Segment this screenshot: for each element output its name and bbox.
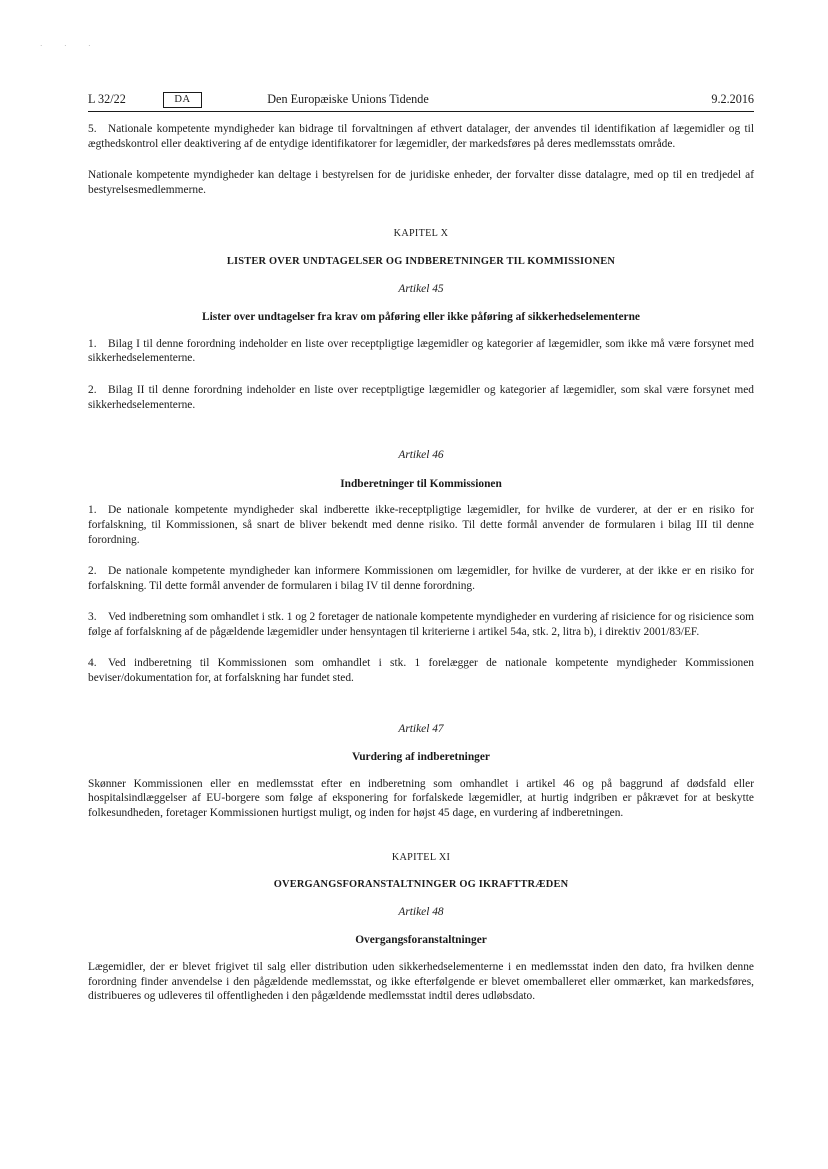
paragraph-text: De nationale kompetente myndigheder skal indberette ikke-receptpligtige lægemidler, for hvilke de vurderer, at der er en risiko for forfalskning, til Kommissionen, så snart de bliver bekendt med denne risiko. Til dette formål anvender de formularen i bilag III til denne forordning. — [88, 504, 754, 546]
paragraph-text: De nationale kompetente myndigheder kan informere Kommissionen om lægemidler, for hvilke de vurderer, at der ikke er en risiko for forfalskning. Til dette formål anvender de formularen i bilag IV til denne forordning. — [88, 565, 754, 592]
paragraph-number: 3. — [88, 611, 97, 624]
article-48-paragraph: Lægemidler, der er blevet frigivet til salg eller distribution uden sikkerhedselementerne i en medlemsstat inden den dato, fra hvilken denne forordning finder anvendelse i den pågældende medlemsstat, og ikke efterfølgende er blevet omemballeret eller ommærket, kan markedsføres, distribueres og udleveres til offentligheden i den pågældende medlemsstat indtil deres udløbsdato. — [88, 961, 754, 1003]
article-46-paragraph-2 — [88, 564, 754, 593]
article-45-paragraph-1 — [88, 337, 754, 366]
chapter-title: LISTER OVER UNDTAGELSER OG INDBERETNINGER TIL KOMMISSIONEN — [226, 255, 616, 267]
paragraph-number: 5. — [88, 123, 97, 135]
chapter-title: OVERGANGSFORANSTALTNINGER OG IKRAFTTRÆDEN — [273, 879, 569, 891]
article-title: Indberetninger til Kommissionen — [340, 477, 502, 490]
article-47-paragraph: Skønner Kommissionen eller en medlemsstat efter en indberetning som omhandlet i artikel 46 og på baggrund af dødsfald eller hospitalsindlæggelser af EU-borgere som følge af eksponering for forfalskede lægemidler, at hurtig indgriben er påkrævet for at beskytte folkesundheden, foretager Kommissionen hurtigst muligt, og inden for højst 45 dage, en vurdering af indberetningen. — [88, 777, 754, 820]
language-badge: DA — [163, 92, 202, 108]
article-title: Overgangsforanstaltninger — [355, 934, 487, 947]
article-46-paragraph-3 — [88, 610, 754, 639]
paragraph-5-b: Nationale kompetente myndigheder kan deltage i bestyrelsen for de juridiske enheder, der forvalter disse datalagre, med op til en tredjedel af bestyrelsesmedlemmerne. — [88, 169, 754, 196]
journal-title: Den Europæiske Unions Tidende — [267, 92, 429, 106]
paragraph-number: 1. — [88, 504, 97, 517]
article-title: Vurdering af indberetninger — [352, 751, 490, 764]
article-title: Lister over undtagelser fra krav om påføring eller ikke påføring af sikkerhedselementerne — [202, 311, 640, 324]
article-46-paragraph-1 — [88, 503, 754, 547]
paragraph-number: 1. — [88, 337, 97, 350]
article-46-paragraph-4 — [88, 656, 754, 685]
document-body — [88, 122, 754, 1004]
paragraph-text: Bilag I til denne forordning indeholder en liste over receptpligtige lægemidler og kategorier af lægemidler, som ikke må være forsynet med sikkerhedselementerne. — [88, 337, 754, 365]
article-label: Artikel 48 — [398, 905, 444, 918]
publication-date: 9.2.2016 — [711, 92, 754, 106]
paragraph-text: Ved indberetning som omhandlet i stk. 1 og 2 foretager de nationale kompetente myndigheder en vurdering af risicience for og risicience som følge af forfalskning af de pågældende lægemidler under hensyntagen til kriterierne i artikel 54a, stk. 2, litra b), i direktiv 2001/83/EF. — [88, 611, 754, 638]
article-label: Artikel 45 — [398, 282, 444, 295]
article-label: Artikel 46 — [398, 449, 444, 462]
paragraph-text: Nationale kompetente myndigheder kan bidrage til forvaltningen af ethvert datalager, der anvendes til identifikation af lægemidler og til ægthedskontrol eller deaktivering af de entydige identifikatorer for lægemidler, der markedsføres på deres medlemsstats område. — [88, 123, 754, 150]
paragraph-text: Bilag II til denne forordning indeholder en liste over receptpligtige lægemidler og kategorier af lægemidler, som skal være forsynet med sikkerhedselementerne. — [88, 383, 754, 411]
paragraph-5 — [88, 122, 754, 151]
paragraph-number: 2. — [88, 383, 97, 396]
chapter-label: KAPITEL XI — [391, 851, 451, 863]
page-reference: L 32/22 — [88, 92, 126, 106]
scan-marks: · · · — [40, 42, 101, 50]
chapter-label: KAPITEL X — [393, 228, 449, 240]
article-label: Artikel 47 — [398, 722, 444, 735]
article-45-paragraph-2 — [88, 383, 754, 412]
header-rule — [88, 111, 754, 112]
paragraph-text: Ved indberetning til Kommissionen som omhandlet i stk. 1 forelægger de nationale kompetente myndigheder Kommissionen beviser/dokumentation for, at forfalskning har fundet sted. — [88, 657, 754, 685]
paragraph-number: 4. — [88, 657, 97, 670]
paragraph-number: 2. — [88, 565, 97, 578]
page-header — [88, 89, 754, 109]
